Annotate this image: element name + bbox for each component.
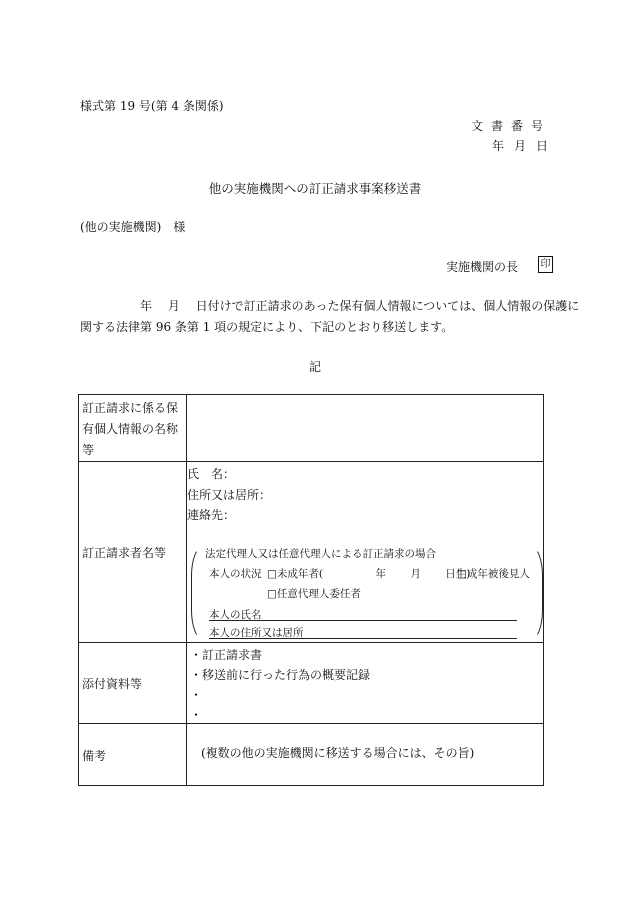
contact-label: 連絡先： [187, 508, 236, 522]
transfer-details-table [78, 394, 544, 786]
list-item: ・ [190, 688, 203, 702]
list-item: ・訂正請求書 [190, 648, 263, 662]
list-item: ・移送前に行った行為の概要記録 [190, 668, 371, 682]
form-number: 様式第 19 号(第 4 条関係) [80, 99, 224, 113]
table-row [79, 643, 544, 724]
addressee: (他の実施機関) 様 [80, 220, 186, 234]
document-number-label: 文書番号 [471, 119, 552, 133]
remarks-text: (複数の他の実施機関に移送する場合には、その旨) [201, 746, 475, 760]
ki-heading: 記 [308, 360, 321, 374]
person-address-label: 本人の住所又は居所 [209, 627, 304, 639]
adult-ward-checkbox[interactable]: □成年被後見人 [457, 568, 530, 580]
person-name-line[interactable] [209, 620, 517, 621]
row-label-info-name: 訂正請求に係る保有個人情報の名称等 [79, 395, 187, 462]
date-label: 年月日 [492, 139, 559, 153]
body-line-2: 関する法律第 96 条第 1 項の規定により、下記のとおり移送します。 [80, 320, 454, 334]
body-line-1: 年 月 日付けで訂正請求のあった保有個人情報については、個人情報の保護に [80, 299, 580, 313]
requester-cell [187, 462, 544, 643]
table-row [79, 462, 544, 643]
person-name-label: 本人の氏名 [209, 609, 262, 621]
status-label: 本人の状況 [209, 568, 262, 580]
attachments-cell [187, 643, 544, 724]
person-address-line[interactable] [209, 638, 517, 639]
info-name-field[interactable] [187, 395, 544, 462]
row-label-remarks: 備考 [79, 724, 187, 786]
table-row [79, 395, 544, 462]
address-label: 住所又は居所： [187, 488, 272, 502]
remarks-cell[interactable] [187, 724, 544, 786]
table-row [79, 724, 544, 786]
agent-checkbox[interactable]: □任意代理人委任者 [267, 588, 361, 600]
sender-title: 実施機関の長 [446, 260, 519, 274]
agent-heading: 法定代理人又は任意代理人による訂正請求の場合 [205, 548, 436, 560]
name-label: 氏 名： [187, 467, 236, 481]
minor-checkbox[interactable]: □未成年者( 年 月 日生) [267, 568, 471, 580]
row-label-requester: 訂正請求者名等 [79, 462, 187, 643]
document-title: 他の実施機関への訂正請求事案移送書 [208, 181, 422, 196]
row-label-attachments: 添付資料等 [79, 643, 187, 724]
list-item: ・ [190, 708, 203, 722]
seal-stamp-box: 印 [538, 256, 553, 273]
